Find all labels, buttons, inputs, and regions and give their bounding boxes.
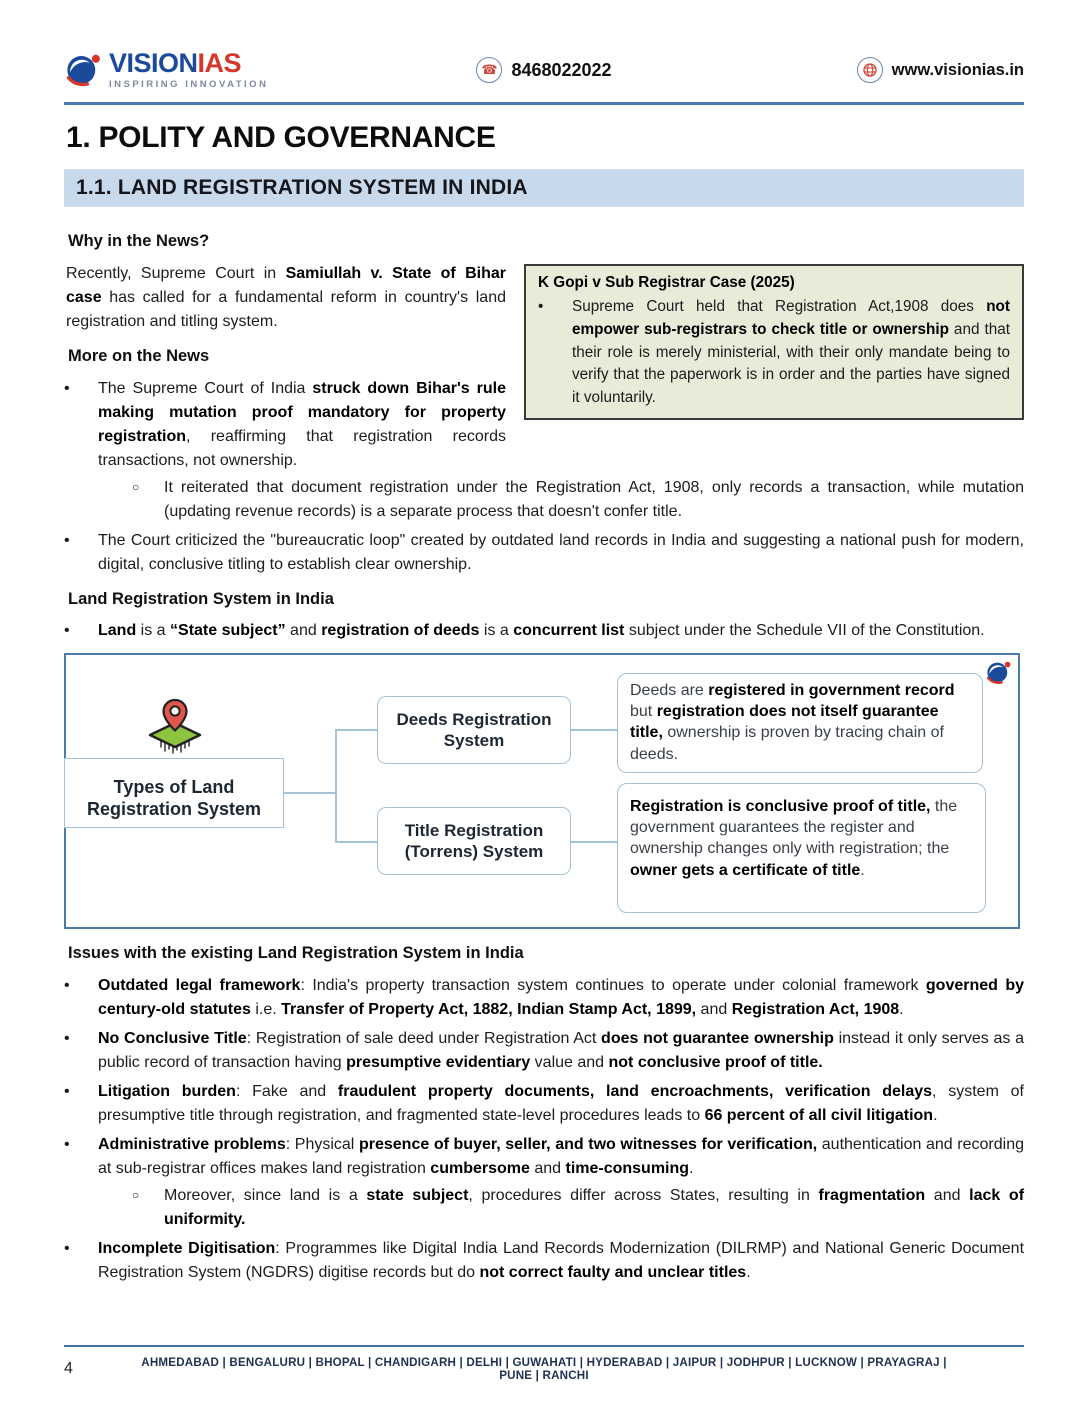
connector-line [335, 730, 337, 843]
case-box-bullet: • Supreme Court held that Registration Act,1908 does not empower sub-registrars to check title or ownership and that their role is merely ministerial, with their only mandate being to verify that the paperwork is in order and the parties have signed it voluntarily. [538, 298, 1010, 406]
heading-land-registration: Land Registration System in India [68, 589, 334, 608]
bullet-dot-icon: • [64, 1136, 70, 1153]
connector-line [284, 792, 335, 794]
page-header [64, 46, 1024, 94]
bullet-dot-icon: • [64, 622, 70, 640]
bullet-dot-icon: • [64, 379, 70, 397]
brand-tagline: INSPIRING INNOVATION [109, 79, 269, 90]
list-item: • No Conclusive Title: Registration of sale deed under Registration Act does not guarantee ownership instead it only serves as a public record of transaction having presumptive evidentiary value and not conclusive proof of title. [64, 1027, 1024, 1075]
page-number: 4 [64, 1360, 73, 1377]
land-registration-list [64, 619, 1024, 643]
diagram-node-deeds: Deeds Registration System [377, 696, 571, 764]
connector-line [335, 841, 377, 843]
section-title: 1.1. LAND REGISTRATION SYSTEM IN INDIA [76, 176, 528, 199]
list-item: • The Court criticized the "bureaucratic loop" created by outdated land records in India and suggesting a national push for modern, digital, conclusive titling to establish clear ownership. [64, 529, 1024, 577]
diagram-node-title: Title Registration (Torrens) System [377, 807, 571, 875]
body-content [64, 219, 1024, 1290]
list-item: • Incomplete Digitisation: Programmes like Digital India Land Records Modernization (DILRMP) and National Generic Document Registration System (NGDRS) digitise records but do not correct faulty and unclear titles. [64, 1237, 1024, 1285]
heading-why-in-news: Why in the News? [68, 232, 210, 250]
visionias-logo-icon [64, 51, 102, 89]
bullet-dot-icon: • [64, 1030, 70, 1047]
diagram-desc-deeds: Deeds are registered in government record but registration does not itself guarantee title, ownership is proven by tracing chain of deeds. [617, 673, 983, 773]
header-divider [64, 102, 1024, 105]
bullet-dot-icon: • [64, 1083, 70, 1100]
list-item: • The Supreme Court of India struck down Bihar's rule making mutation proof mandatory for property registration, reaffirming that registration records transactions, not ownership. ○ It reiterated that document registration under the Registration Act, 1908, only records a transaction, while mutation (updating revenue records) is a separate process that doesn't confer title. [64, 377, 1024, 524]
diagram-root-node: Types of Land Registration System [64, 758, 284, 828]
footer-cities: AHMEDABAD | BENGALURU | BHOPAL | CHANDIGARH | DELHI | GUWAHATI | HYDERABAD | JAIPUR | JODHPUR | LUCKNOW | PRAYAGRAJ | PUNE | RANCHI [141, 1356, 947, 1382]
diagram-desc-title: Registration is conclusive proof of title, the government guarantees the register and ownership changes only with registration; the owner gets a certificate of title. [617, 783, 986, 913]
bullet-dot-icon: • [64, 1240, 70, 1257]
heading-more-on-news: More on the News [68, 346, 210, 365]
why-in-news-paragraph: Recently, Supreme Court in Samiullah v. State of Bihar case has called for a fundamental reform in country's land registration and titling system. [66, 264, 506, 330]
bullet-circle-icon: ○ [132, 479, 140, 494]
website-url: www.visionias.in [891, 60, 1024, 79]
visionias-watermark-icon [985, 659, 1012, 686]
list-item: • Litigation burden: Fake and fraudulent property documents, land encroachments, verification delays, system of presumptive title through registration, and fragmented state-level procedures leads to 66 percent of all civil litigation. [64, 1080, 1024, 1128]
brand-vision: VISION [109, 48, 198, 78]
case-highlight-box [524, 264, 1024, 420]
page-title: 1. POLITY AND GOVERNANCE [66, 121, 496, 154]
list-subitem: ○ Moreover, since land is a state subject, procedures differ across States, resulting in fragmentation and lack of uniformity. [132, 1187, 1025, 1228]
case-box-title: K Gopi v Sub Registrar Case (2025) [538, 273, 795, 291]
list-item: • Outdated legal framework: India's property transaction system continues to operate under colonial framework governed by century-old statutes i.e. Transfer of Property Act, 1882, Indian Stamp Act, 1899, and Registration Act, 1908. [64, 974, 1024, 1022]
heading-issues: Issues with the existing Land Registration System in India [68, 944, 524, 963]
brand-name [109, 50, 268, 77]
globe-icon [857, 57, 883, 83]
bullet-dot-icon: • [538, 298, 544, 316]
phone-number: 8468022022 [511, 59, 612, 80]
brand-ias: IAS [197, 48, 242, 78]
list-item: • Administrative problems: Physical presence of buyer, seller, and two witnesses for verification, authentication and recording at sub-registrar offices makes land registration cumbersome and time-consuming. ○ Moreover, since land is a state subject, procedures differ across States, resulting in fragmentation and lack of uniformity. [64, 1133, 1024, 1232]
list-item: • Land is a “State subject” and registration of deeds is a concurrent list subject under the Schedule VII of the Constitution. [64, 619, 1024, 643]
land-pin-icon [144, 697, 206, 759]
bullet-dot-icon: • [64, 977, 70, 994]
phone-icon: ☎ [476, 57, 502, 83]
connector-line [335, 729, 377, 731]
website-contact [724, 57, 1024, 83]
types-of-land-registration-diagram [64, 653, 1020, 929]
issues-list [64, 974, 1024, 1285]
footer-divider [64, 1345, 1024, 1348]
visionias-logo [64, 50, 364, 90]
section-header-bar [64, 169, 1024, 207]
list-subitem: ○ It reiterated that document registration under the Registration Act, 1908, only records a transaction, while mutation (updating revenue records) is a separate process that doesn't confer title. [132, 478, 1024, 520]
connector-line [571, 729, 617, 731]
connector-line [571, 841, 617, 843]
phone-contact [364, 57, 724, 83]
bullet-circle-icon: ○ [132, 1188, 140, 1202]
page-footer [64, 1345, 1024, 1408]
bullet-dot-icon: • [64, 531, 70, 549]
